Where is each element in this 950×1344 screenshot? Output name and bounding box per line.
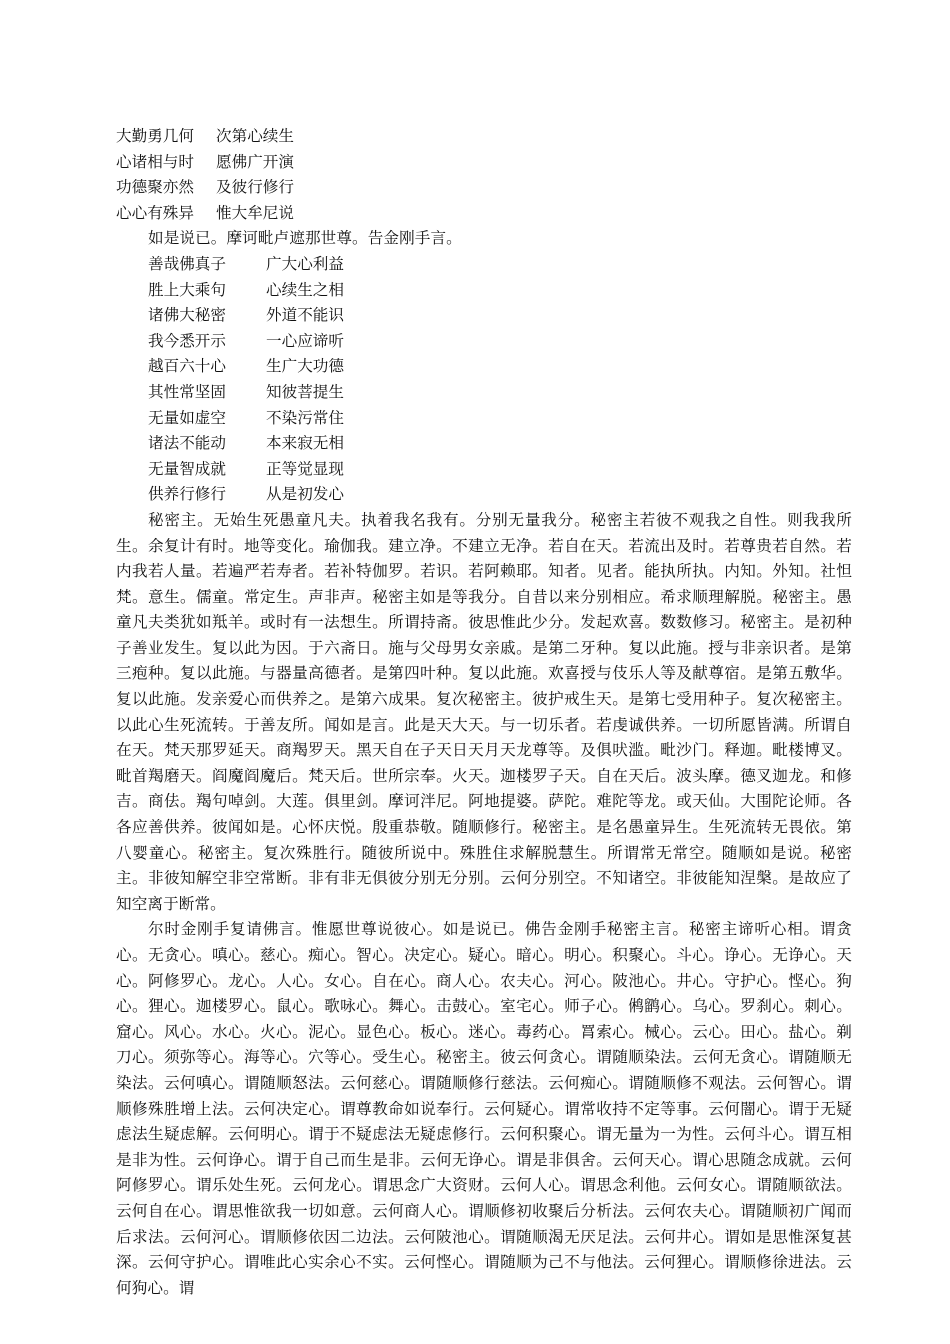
verse-phrase: 知彼菩提生 bbox=[266, 382, 344, 401]
body-paragraph: 秘密主。无始生死愚童凡夫。执着我名我有。分别无量我分。秘密主若彼不观我之自性。则我我所生。余复计有时。地等变化。瑜伽我。建立净。不建立无净。若自在天。若流出及时。若尊贵若自然。若内我若人量。若遍严若寿者。若补特伽罗。若识。若阿赖耶。知者。见者。能执所执。内知。外知。社怛梵。意生。儒童。常定生。声非声。秘密主如是等我分。自昔以来分别相应。希求顺理解脱。秘密主。愚童凡夫类犹如羝羊。或时有一法想生。所谓持斋。彼思惟此少分。发起欢喜。数数修习。秘密主。是初种子善业发生。复以此为因。于六斋日。施与父母男女亲戚。是第二牙种。复以此施。授与非亲识者。是第三疱种。复以此施。与器量高德者。是第四叶种。复以此施。欢喜授与伎乐人等及献尊宿。是第五敷华。复以此施。发亲爱心而供养之。是第六成果。复次秘密主。彼护戒生天。是第七受用种子。复次秘密主。以此心生死流转。于善友所。闻如是言。此是天大天。与一切乐者。若虔诚供养。一切所愿皆满。所谓自在天。梵天那罗延天。商羯罗天。黑天自在子天日天月天龙尊等。及俱吠滥。毗沙门。释迦。毗楼博叉。毗首羯磨天。阎魔阎魔后。梵天后。世所宗奉。火天。迦楼罗子天。自在天后。波头摩。德叉迦龙。和修吉。商佉。羯句啅剑。大莲。俱里剑。摩诃泮尼。阿地提婆。萨陀。难陀等龙。或天仙。大围陀论师。各各应善供养。彼闻如是。心怀庆悦。殷重恭敬。随顺修行。秘密主。是名愚童异生。生死流转无畏依。第八婴童心。秘密主。复次殊胜行。随彼所说中。殊胜住求解脱慧生。所谓常无常空。随顺如是说。秘密主。非彼知解空非空常断。非有非无俱彼分别无分别。云何分别空。不知诸空。非彼能知涅槃。是故应了知空离于断常。 bbox=[116, 510, 852, 913]
verse-phrase: 次第心续生 bbox=[216, 127, 294, 145]
verse-line bbox=[116, 303, 852, 329]
verse-phrase: 我今悉开示 bbox=[148, 331, 226, 350]
verse-line bbox=[116, 380, 852, 406]
verse-phrase: 不染污常住 bbox=[266, 408, 344, 427]
verse-phrase: 诸法不能动 bbox=[148, 434, 226, 453]
verse-phrase: 从是初发心 bbox=[266, 485, 344, 504]
verse-phrase: 生广大功德 bbox=[266, 357, 344, 376]
verse-phrase: 功德聚亦然 bbox=[116, 178, 194, 197]
verse-line bbox=[116, 354, 852, 380]
verse-phrase: 心续生之相 bbox=[266, 280, 344, 299]
sutra-text bbox=[116, 124, 852, 1301]
verse-line bbox=[116, 201, 852, 227]
verse-phrase: 及彼行修行 bbox=[216, 178, 294, 197]
verse-phrase: 正等觉显现 bbox=[266, 459, 344, 478]
verse-line bbox=[116, 175, 852, 201]
verse-line bbox=[116, 329, 852, 355]
verse-phrase: 本来寂无相 bbox=[266, 434, 344, 453]
verse-phrase: 越百六十心 bbox=[148, 357, 226, 376]
verse-phrase: 其性常坚固 bbox=[148, 382, 226, 401]
verse-phrase: 善哉佛真子 bbox=[148, 254, 226, 273]
verse-line bbox=[116, 252, 852, 278]
intro-line: 如是说已。摩诃毗卢遮那世尊。告金刚手言。 bbox=[148, 229, 462, 248]
verse-line bbox=[116, 124, 852, 150]
verse-line bbox=[116, 457, 852, 483]
verse-phrase: 无量智成就 bbox=[148, 459, 226, 478]
verse-phrase: 心诸相与时 bbox=[116, 152, 194, 171]
verse-phrase: 外道不能识 bbox=[266, 306, 344, 325]
verse-phrase: 大勤勇几何 bbox=[116, 127, 194, 145]
verse-phrase: 无量如虚空 bbox=[148, 408, 226, 427]
verse-phrase: 诸佛大秘密 bbox=[148, 306, 226, 325]
verse-phrase: 胜上大乘句 bbox=[148, 280, 226, 299]
verse-line bbox=[116, 406, 852, 432]
verse-phrase: 心心有殊异 bbox=[116, 203, 194, 222]
verse-phrase: 愿佛广开演 bbox=[216, 152, 294, 171]
verse-phrase: 惟大牟尼说 bbox=[216, 203, 294, 222]
verse-line bbox=[116, 150, 852, 176]
body-paragraph: 尔时金刚手复请佛言。惟愿世尊说彼心。如是说已。佛告金刚手秘密主言。秘密主谛听心相。谓贪心。无贪心。嗔心。慈心。痴心。智心。决定心。疑心。暗心。明心。积聚心。斗心。诤心。无诤心。天心。阿修罗心。龙心。人心。女心。自在心。商人心。农夫心。河心。陂池心。井心。守护心。悭心。狗心。狸心。迦楼罗心。鼠心。歌咏心。舞心。击鼓心。室宅心。师子心。鸺鹠心。乌心。罗刹心。刺心。窟心。风心。水心。火心。泥心。显色心。板心。迷心。毒药心。罥索心。械心。云心。田心。盐心。剃刀心。须弥等心。海等心。穴等心。受生心。秘密主。彼云何贪心。谓随顺染法。云何无贪心。谓随顺无染法。云何嗔心。谓随顺怒法。云何慈心。谓随顺修行慈法。云何痴心。谓随顺修不观法。云何智心。谓顺修殊胜增上法。云何决定心。谓尊教命如说奉行。云何疑心。谓常收持不定等事。云何闇心。谓于无疑虑法生疑虑解。云何明心。谓于不疑虑法无疑虑修行。云何积聚心。谓无量为一为性。云何斗心。谓互相是非为性。云何诤心。谓于自己而生是非。云何无诤心。谓是非俱舍。云何天心。谓心思随念成就。云何阿修罗心。谓乐处生死。云何龙心。谓思念广大资财。云何人心。谓思念利他。云何女心。谓随顺欲法。云何自在心。谓思惟欲我一切如意。云何商人心。谓顺修初收聚后分析法。云何农夫心。谓随顺初广闻而后求法。云何河心。谓顺修依因二边法。云何陂池心。谓随顺渴无厌足法。云何井心。谓如是思惟深复甚深。云何守护心。谓唯此心实余心不实。云何悭心。谓随顺为己不与他法。云何狸心。谓顺修徐进法。云何狗心。谓 bbox=[116, 920, 852, 1297]
verse-phrase: 广大心利益 bbox=[266, 254, 344, 273]
verse-line bbox=[116, 482, 852, 508]
verse-phrase: 一心应谛听 bbox=[266, 331, 344, 350]
verse-phrase: 供养行修行 bbox=[148, 485, 226, 504]
verse-line bbox=[116, 431, 852, 457]
verse-line bbox=[116, 278, 852, 304]
